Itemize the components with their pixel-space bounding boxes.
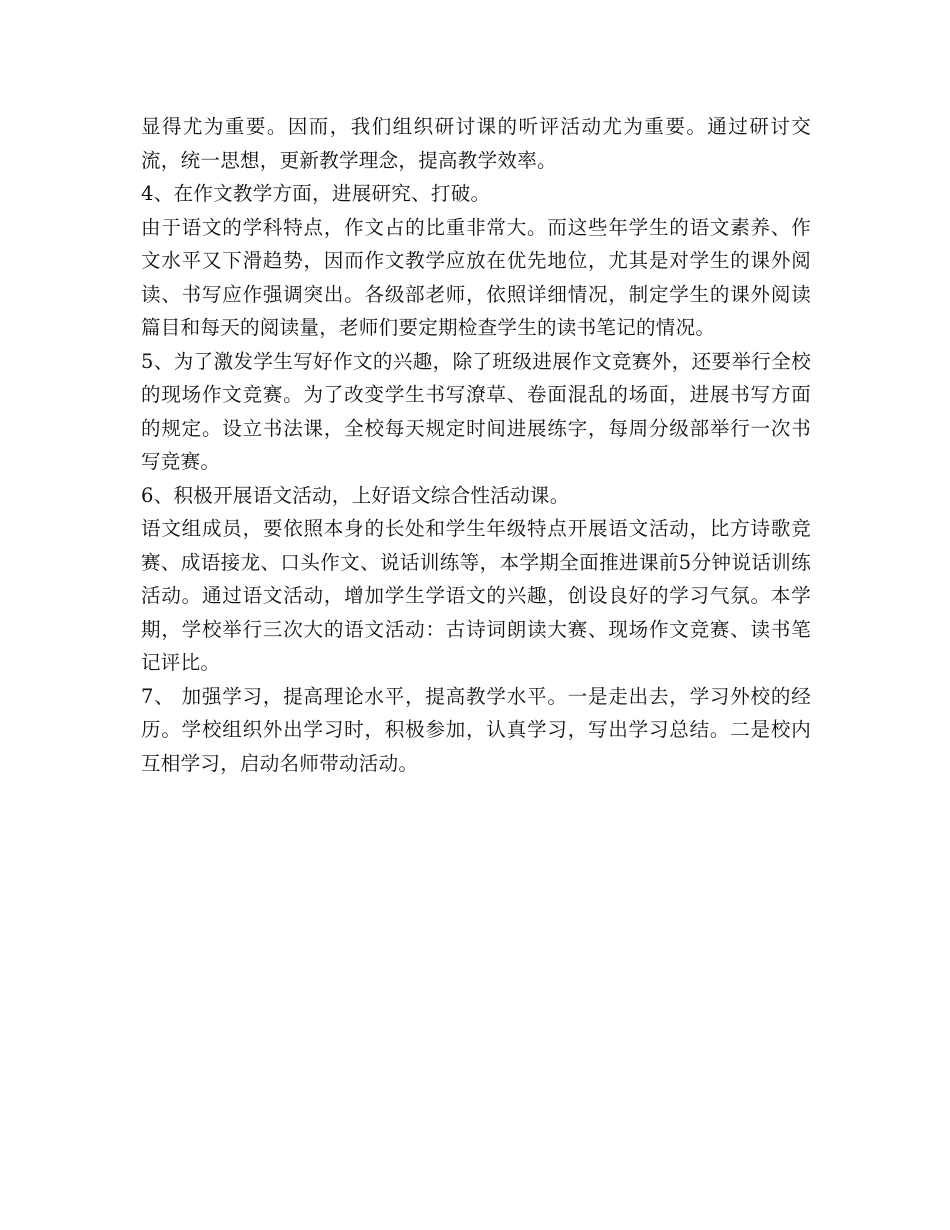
heading-item-6: 6、积极开展语文活动，上好语文综合性活动课。	[141, 483, 570, 507]
paragraph-item-5: 5、为了激发学生写好作文的兴趣，除了班级进展作文竞赛外，还要举行全校的现场作文竞赛。为了改变学生书写潦草、卷面混乱的场面，进展书写方面的规定。设立书法课，全校每天规定时间进展练字，每周分级部举行一次书写竞赛。	[141, 349, 811, 473]
paragraph-item-7: 7、 加强学习，提高理论水平，提高教学水平。一是走出去，学习外校的经历。学校组织外出学习时，积极参加，认真学习，写出学习总结。二是校内互相学习，启动名师带动活动。	[141, 684, 811, 775]
heading-item-4: 4、在作文教学方面，进展研究、打破。	[141, 182, 491, 205]
paragraph-intro-continuation: 显得尤为重要。因而，我们组织研讨课的听评活动尤为重要。通过研讨交流，统一思想，更新教学理念，提高教学效率。	[141, 115, 811, 172]
document-body	[141, 110, 811, 780]
paragraph-item-6-body: 语文组成员，要依照本身的长处和学生年级特点开展语文活动，比方诗歌竞赛、成语接龙、口头作文、说话训练等，本学期全面推进课前5分钟说话训练活动。通过语文活动，增加学生学语文的兴趣，创设良好的学习气氛。本学期，学校举行三次大的语文活动：古诗词朗读大赛、现场作文竞赛、读书笔记评比。	[141, 517, 811, 674]
paragraph-item-4-body: 由于语文的学科特点，作文占的比重非常大。而这些年学生的语文素养、作文水平又下滑趋势，因而作文教学应放在优先地位，尤其是对学生的课外阅读、书写应作强调突出。各级部老师，依照详细情况，制定学生的课外阅读篇目和每天的阅读量，老师们要定期检查学生的读书笔记的情况。	[141, 215, 811, 339]
